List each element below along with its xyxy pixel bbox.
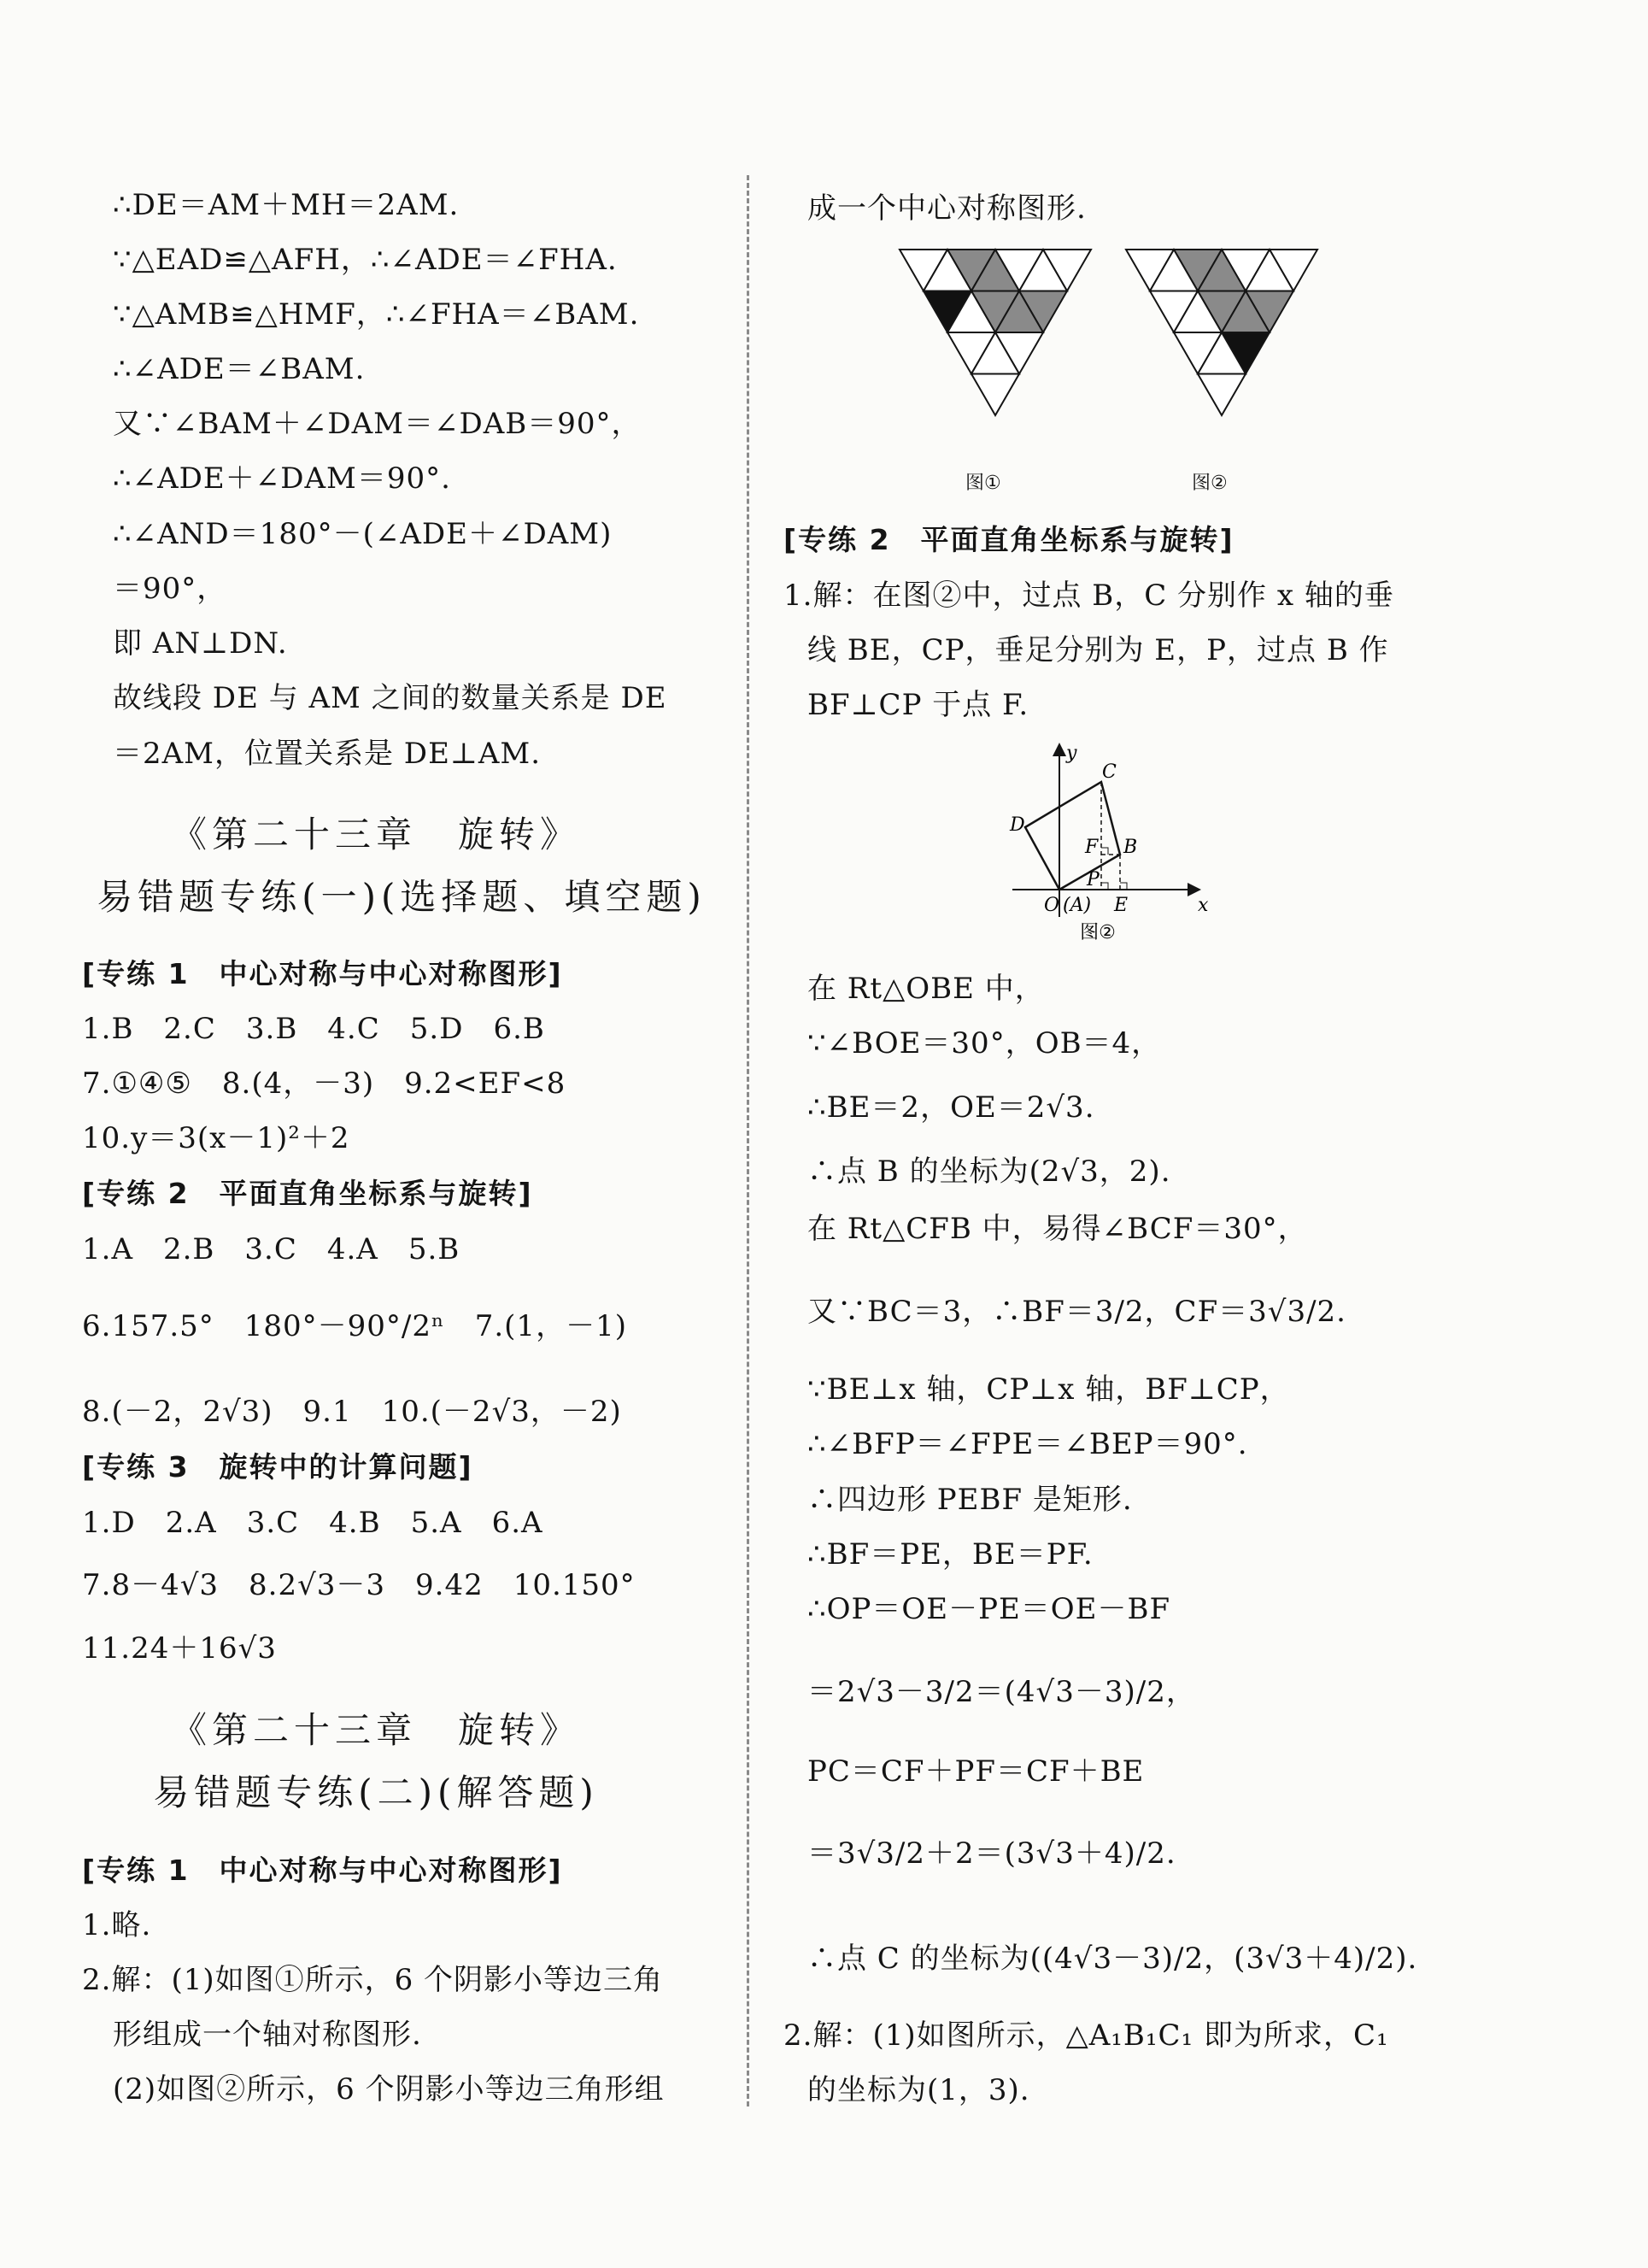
- point-label-D: D: [1010, 814, 1025, 836]
- proof-line: 故线段 DE 与 AM 之间的数量关系是 DE: [113, 681, 667, 715]
- proof-line: ∴DE＝AM＋MH＝2AM.: [113, 188, 460, 222]
- section-heading: [专练 2 平面直角坐标系与旋转]: [82, 1177, 533, 1210]
- solution-line: ∴BF＝PE，BE＝PF.: [807, 1537, 1094, 1572]
- solution-line: 的坐标为(1，3).: [807, 2073, 1030, 2107]
- solution-line: ∴四边形 PEBF 是矩形.: [807, 1483, 1133, 1517]
- solution-line: ∵∠BOE＝30°，OB＝4，: [807, 1026, 1162, 1061]
- proof-line: ∴∠ADE＋∠DAM＝90°.: [113, 461, 451, 496]
- proof-line: ＝2AM，位置关系是 DE⊥AM.: [113, 737, 542, 771]
- solution-line: 在 Rt△CFB 中，易得∠BCF＝30°，: [807, 1212, 1308, 1246]
- proof-line: 又∵∠BAM＋∠DAM＝∠DAB＝90°，: [113, 407, 642, 441]
- figure-caption: 图②: [1192, 473, 1228, 494]
- section-heading: [专练 1 中心对称与中心对称图形]: [82, 1854, 563, 1887]
- solution-line: PC＝CF＋PF＝CF＋BE: [807, 1754, 1145, 1789]
- coordinate-figure: [1008, 742, 1213, 947]
- solution-line: ＝3√3/2＋2＝(3√3＋4)/2.: [807, 1836, 1176, 1871]
- proof-line: ∴∠AND＝180°－(∠ADE＋∠DAM): [113, 517, 613, 551]
- chapter-subtitle: 易错题专练(二)(解答题): [153, 1772, 599, 1813]
- point-label-O: O: [1044, 895, 1060, 916]
- column-divider: [747, 175, 749, 2106]
- answer-line: (2)如图②所示，6 个阴影小等边三角形组: [113, 2072, 665, 2106]
- solution-line: 又∵BC＝3，∴BF＝3/2，CF＝3√3/2.: [807, 1295, 1346, 1329]
- solution-line: ＝2√3－3/2＝(4√3－3)/2，: [807, 1675, 1196, 1709]
- answer-line: 1.B 2.C 3.B 4.C 5.D 6.B: [82, 1012, 545, 1046]
- answer-line: 11.24＋16√3: [82, 1631, 277, 1666]
- right-angle-mark: [1101, 848, 1108, 855]
- chapter-title: 《第二十三章 旋转》: [170, 814, 581, 855]
- solution-line: ∴∠BFP＝∠FPE＝∠BEP＝90°.: [807, 1427, 1248, 1461]
- point-label-A: (A): [1063, 895, 1092, 916]
- proof-line: ∴∠ADE＝∠BAM.: [113, 352, 366, 386]
- point-label-C: C: [1102, 761, 1117, 783]
- answer-line: 1.A 2.B 3.C 4.A 5.B: [82, 1232, 460, 1266]
- solution-line: ∴点 B 的坐标为(2√3，2).: [807, 1155, 1171, 1189]
- answer-line: 线 BE，CP，垂足分别为 E，P，过点 B 作: [807, 633, 1389, 667]
- right-angle-mark: [1120, 883, 1127, 890]
- solution-line: ∴OP＝OE－PE＝OE－BF: [807, 1592, 1171, 1626]
- proof-line: ＝90°，: [113, 572, 227, 606]
- solution-line: ∴BE＝2，OE＝2√3.: [807, 1090, 1095, 1125]
- answer-line: 1.略.: [82, 1908, 152, 1942]
- answer-line: 1.解：在图②中，过点 B，C 分别作 x 轴的垂: [783, 579, 1394, 613]
- proof-line: ∵△EAD≌△AFH，∴∠ADE＝∠FHA.: [113, 243, 618, 277]
- triangle-grid-figure-2: [1119, 246, 1324, 468]
- answer-line: 形组成一个轴对称图形.: [113, 2018, 422, 2052]
- proof-line: 即 AN⊥DN.: [113, 626, 288, 661]
- solution-line: ∵BE⊥x 轴，CP⊥x 轴，BF⊥CP，: [807, 1372, 1290, 1407]
- chapter-subtitle: 易错题专练(一)(选择题、填空题): [97, 876, 707, 918]
- answer-line: 7.8－4√3 8.2√3－3 9.42 10.150°: [82, 1568, 636, 1602]
- grid-triangle: [1198, 374, 1246, 416]
- proof-line: ∵△AMB≌△HMF，∴∠FHA＝∠BAM.: [113, 297, 640, 332]
- chapter-title: 《第二十三章 旋转》: [170, 1709, 581, 1751]
- answer-line: BF⊥CP 于点 F.: [807, 688, 1029, 722]
- answer-line: 2.解：(1)如图①所示，6 个阴影小等边三角: [82, 1963, 664, 1997]
- solution-line: 2.解：(1)如图所示，△A₁B₁C₁ 即为所求，C₁: [783, 2018, 1389, 2053]
- point-label-B: B: [1123, 837, 1138, 858]
- point-label-P: P: [1087, 869, 1100, 890]
- answer-line: 成一个中心对称图形.: [807, 191, 1087, 226]
- point-label-F: F: [1085, 837, 1099, 858]
- answer-line: 7.①④⑤ 8.(4，－3) 9.2<EF<8: [82, 1066, 566, 1101]
- right-angle-mark: [1101, 883, 1108, 890]
- answer-line: 8.(－2，2√3) 9.1 10.(－2√3，－2): [82, 1395, 622, 1429]
- triangle-grid-figure-1: [893, 246, 1098, 468]
- solution-line: ∴点 C 的坐标为((4√3－3)/2，(3√3＋4)/2).: [807, 1942, 1418, 1976]
- solution-line: 在 Rt△OBE 中，: [807, 972, 1045, 1006]
- section-heading: [专练 2 平面直角坐标系与旋转]: [783, 523, 1235, 556]
- square-ABCD: [1025, 782, 1120, 890]
- axis-label-y: y: [1066, 743, 1077, 764]
- answer-line: 6.157.5° 180°－90°/2ⁿ 7.(1，－1): [82, 1309, 627, 1343]
- point-label-E: E: [1114, 895, 1129, 916]
- axis-label-x: x: [1198, 895, 1209, 916]
- answer-line: 10.y＝3(x－1)²＋2: [82, 1121, 350, 1155]
- figure-caption: 图①: [965, 473, 1001, 494]
- grid-triangle: [971, 374, 1019, 416]
- section-heading: [专练 3 旋转中的计算问题]: [82, 1450, 473, 1484]
- section-heading: [专练 1 中心对称与中心对称图形]: [82, 957, 563, 990]
- figure-caption: 图②: [1080, 922, 1116, 943]
- answer-line: 1.D 2.A 3.C 4.B 5.A 6.A: [82, 1506, 543, 1540]
